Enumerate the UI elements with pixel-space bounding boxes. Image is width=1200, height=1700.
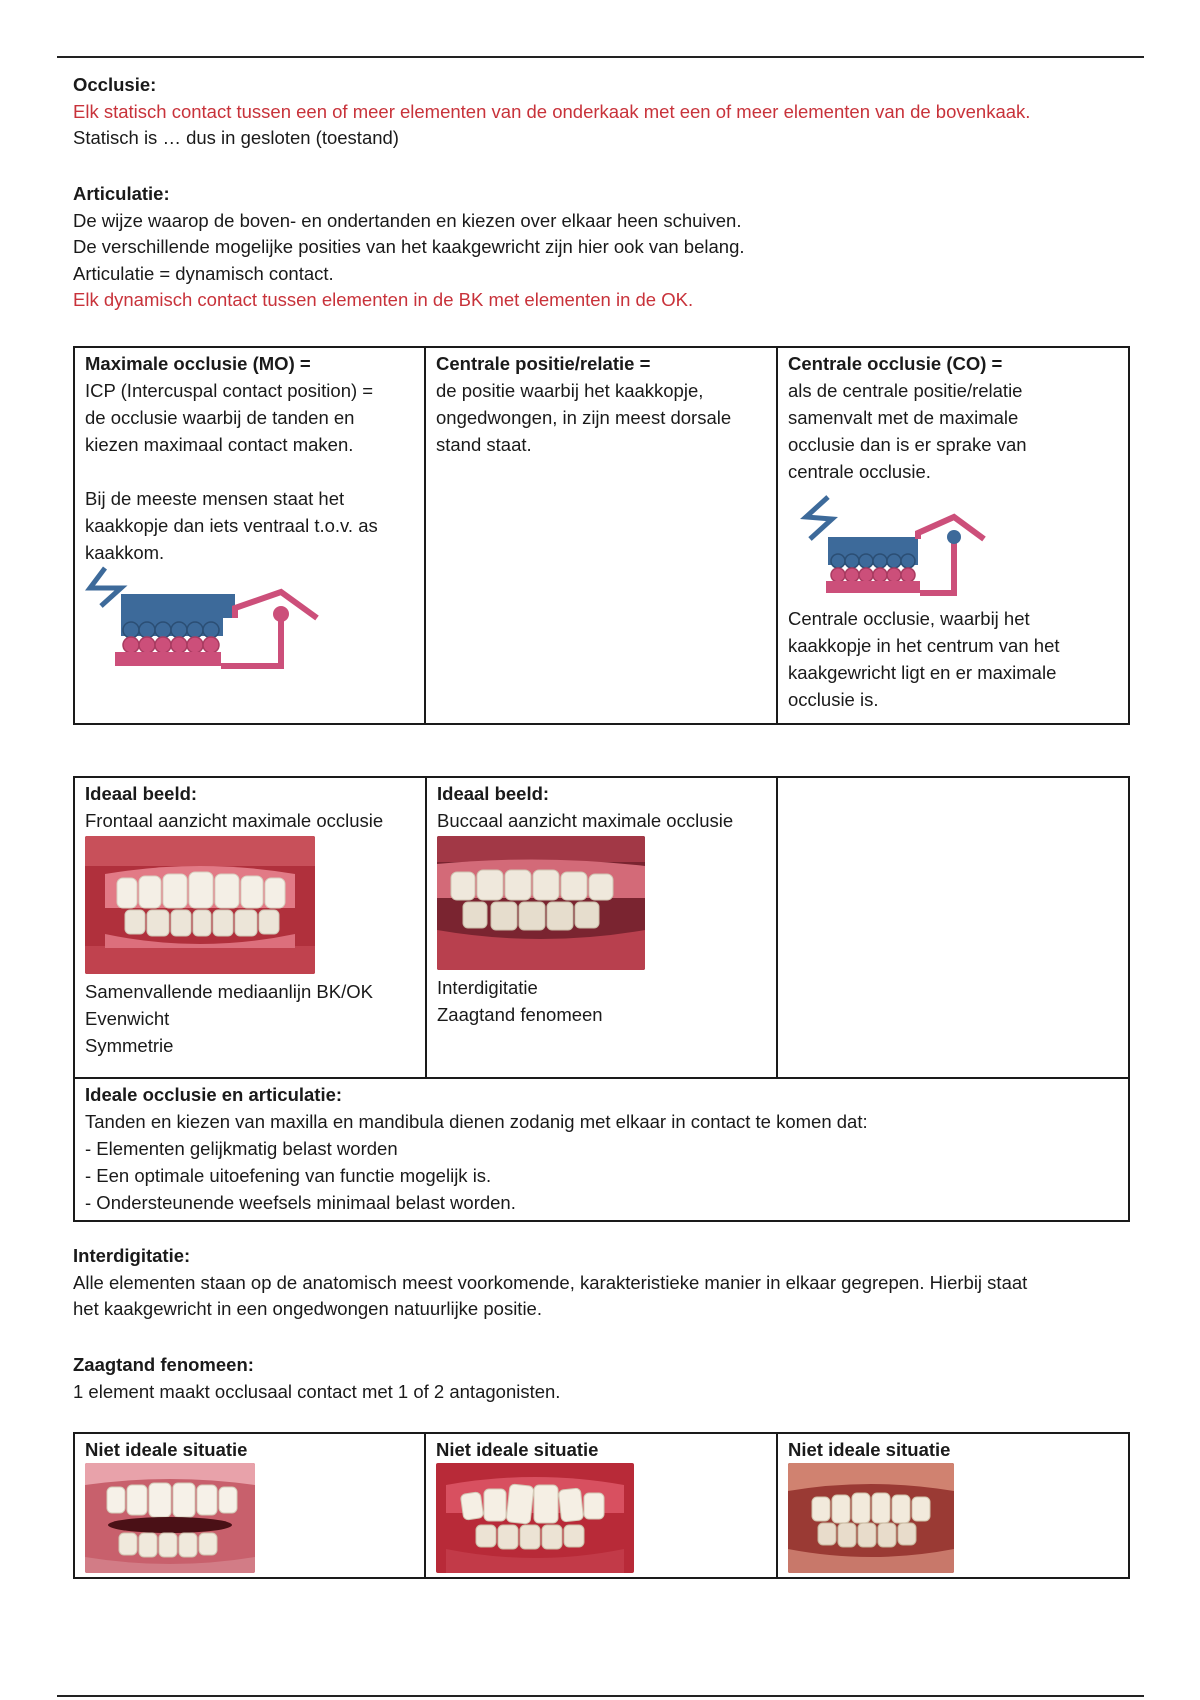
cell-caption: kaakkopje in het centrum van het <box>788 635 1060 656</box>
cell-maximale-occlusie <box>74 347 425 724</box>
cell-line: ongedwongen, in zijn meest dorsale <box>436 407 732 428</box>
cell-ideale-occlusie-articulatie <box>74 1078 1129 1221</box>
cell-centrale-positie <box>425 347 777 724</box>
jaw-diagram-icon <box>85 566 325 676</box>
occlusion-definitions-table <box>73 346 1130 725</box>
section-articulatie <box>73 181 1133 314</box>
cell-subtitle: Buccaal aanzicht maximale occlusie <box>437 810 734 831</box>
cell-line: als de centrale positie/relatie <box>788 380 1023 401</box>
cell-line: kaakkom. <box>85 542 165 563</box>
articulatie-line: Articulatie = dynamisch contact. <box>73 262 334 284</box>
ideal-image-table <box>73 776 1130 1222</box>
interdigitatie-line: het kaakgewricht in een ongedwongen natuurlijke positie. <box>73 1298 542 1319</box>
cell-title: Centrale occlusie (CO) = <box>788 353 1003 374</box>
jaw-diagram-icon <box>788 493 1003 605</box>
cell-line: centrale occlusie. <box>788 461 931 482</box>
note-occlusie: Statisch is … dus in gesloten (toestand) <box>73 127 399 148</box>
cell-title: Centrale positie/relatie = <box>436 353 651 374</box>
heading-occlusie: Occlusie: <box>73 74 157 95</box>
cell-niet-ideaal-2 <box>425 1433 777 1578</box>
cell-caption: occlusie is. <box>788 689 879 710</box>
cell-line: de positie waarbij het kaakkopje, <box>436 380 704 401</box>
cell-caption: kaakgewricht ligt en er maximale <box>788 662 1057 683</box>
cell-line: Evenwicht <box>85 1008 170 1029</box>
cell-line: Samenvallende mediaanlijn BK/OK <box>85 981 373 1002</box>
articulatie-line: De wijze waarop de boven- en ondertanden en kiezen over elkaar heen schuiven. <box>73 209 742 231</box>
section-interdigitatie <box>73 1243 1133 1323</box>
heading-articulatie: Articulatie: <box>73 183 170 204</box>
cell-line: kaakkopje dan iets ventraal t.o.v. as <box>85 515 378 536</box>
teeth-open-bite-photo <box>85 1463 255 1573</box>
section-occlusie <box>73 72 1133 152</box>
cell-line: - Een optimale uitoefening van functie mogelijk is. <box>85 1165 492 1186</box>
cell-title: Ideaal beeld: <box>437 783 550 804</box>
non-ideal-table <box>73 1432 1130 1579</box>
cell-line: kiezen maximaal contact maken. <box>85 434 354 455</box>
cell-empty <box>777 777 1129 1078</box>
cell-subtitle: Frontaal aanzicht maximale occlusie <box>85 810 384 831</box>
cell-centrale-occlusie <box>777 347 1129 724</box>
cell-line: Symmetrie <box>85 1035 174 1056</box>
definition-occlusie: Elk statisch contact tussen een of meer elementen van de onderkaak met een of meer elementen van de bovenkaak. <box>73 100 1031 122</box>
heading-zaagtand: Zaagtand fenomeen: <box>73 1354 254 1375</box>
cell-caption: Centrale occlusie, waarbij het <box>788 608 1030 629</box>
articulatie-line: De verschillende mogelijke posities van het kaakgewricht zijn hier ook van belang. <box>73 236 745 257</box>
zaagtand-line: 1 element maakt occlusaal contact met 1 of 2 antagonisten. <box>73 1380 561 1402</box>
cell-line: Bij de meeste mensen staat het <box>85 488 345 509</box>
cell-title: Ideaal beeld: <box>85 783 198 804</box>
cell-title: Ideale occlusie en articulatie: <box>85 1084 343 1105</box>
cell-ideaal-frontaal <box>74 777 426 1078</box>
cell-line: occlusie dan is er sprake van <box>788 434 1027 455</box>
cell-line: ICP (Intercuspal contact position) = <box>85 380 374 401</box>
cell-ideaal-buccaal <box>426 777 777 1078</box>
cell-line: - Elementen gelijkmatig belast worden <box>85 1138 398 1159</box>
cell-line: Tanden en kiezen van maxilla en mandibula dienen zodanig met elkaar in contact te komen dat: <box>85 1111 868 1132</box>
cell-title: Niet ideale situatie <box>85 1439 248 1460</box>
cell-niet-ideaal-1 <box>74 1433 425 1578</box>
cell-line: - Ondersteunende weefsels minimaal belast worden. <box>85 1192 516 1213</box>
cell-line: de occlusie waarbij de tanden en <box>85 407 355 428</box>
cell-line: Zaagtand fenomeen <box>437 1004 603 1025</box>
cell-title: Niet ideale situatie <box>436 1439 599 1460</box>
cell-title: Niet ideale situatie <box>788 1439 951 1460</box>
cell-line: Interdigitatie <box>437 977 538 998</box>
teeth-buccal-photo <box>437 836 645 970</box>
cell-title: Maximale occlusie (MO) = <box>85 353 311 374</box>
bottom-rule <box>57 1695 1144 1697</box>
definition-articulatie: Elk dynamisch contact tussen elementen in de BK met elementen in de OK. <box>73 289 694 310</box>
teeth-malocclusion-photo <box>788 1463 954 1573</box>
interdigitatie-line: Alle elementen staan op de anatomisch meest voorkomende, karakteristieke manier in elkaar gegrepen. Hierbij staat <box>73 1271 1028 1293</box>
cell-niet-ideaal-3 <box>777 1433 1129 1578</box>
teeth-frontal-photo <box>85 836 315 974</box>
section-zaagtand <box>73 1352 1133 1405</box>
heading-interdigitatie: Interdigitatie: <box>73 1245 191 1266</box>
teeth-crowding-photo <box>436 1463 634 1573</box>
cell-line: stand staat. <box>436 434 532 455</box>
top-rule <box>57 56 1144 58</box>
cell-line: samenvalt met de maximale <box>788 407 1019 428</box>
